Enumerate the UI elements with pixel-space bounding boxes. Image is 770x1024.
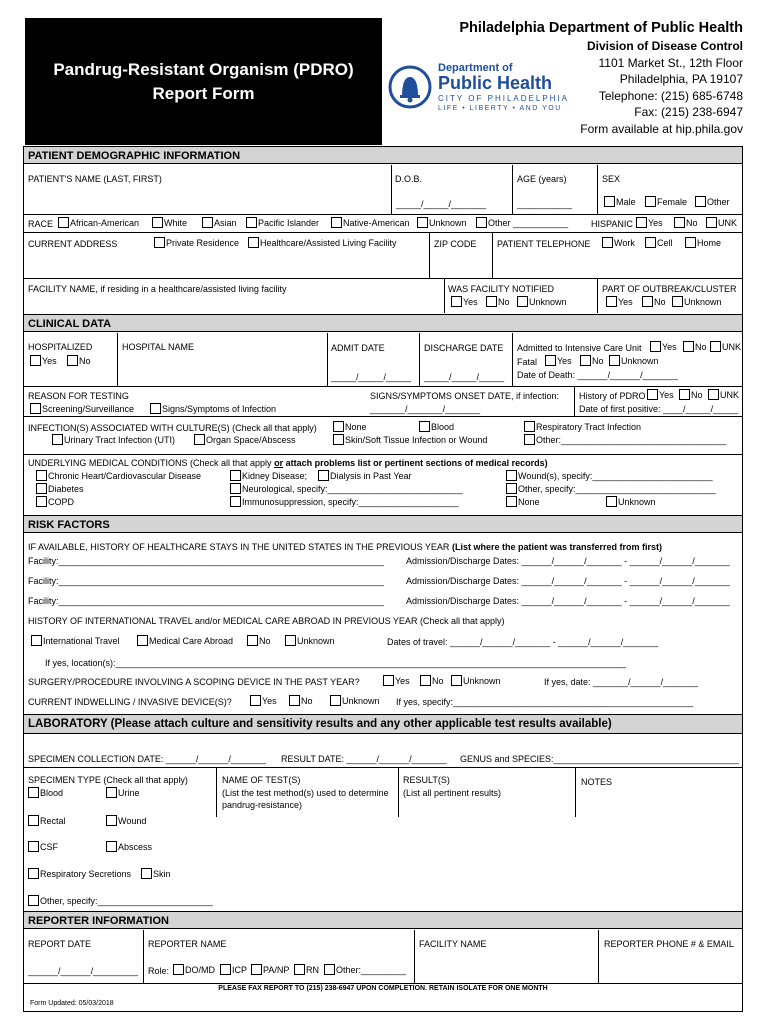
form-title: Pandrug-Resistant Organism (PDRO) [53,60,354,79]
phone-cell-checkbox[interactable] [645,237,656,248]
scope-yes-checkbox[interactable] [383,675,394,686]
facility-field-3[interactable]: Facility:_________________________________________________________________ [28,596,384,606]
pdro-no-label: No [691,390,703,400]
inf-organ-checkbox[interactable] [194,434,205,445]
icu-unk-checkbox[interactable] [710,341,721,352]
hospitalized-no-label: No [79,356,91,366]
facility-name-label: FACILITY NAME, if residing in a healthcare/assisted living facility [28,284,287,294]
specimen-blood-label: Blood [40,788,64,798]
specimen-resp-label: Respiratory Secretions [40,869,132,879]
section-reporter: REPORTER INFORMATION [24,911,742,929]
underlying-or: or [274,458,284,468]
race-asian-checkbox[interactable] [202,217,213,228]
specimen-wound-label: Wound [118,816,147,826]
outbreak-no-checkbox[interactable] [642,296,653,307]
fatal-no-checkbox[interactable] [580,355,591,366]
dates-field-1[interactable]: Admission/Discharge Dates: ______/______/_______ - ______/______/_______ [406,556,730,566]
intl-unknown-checkbox[interactable] [285,635,296,646]
reporter-phone-label: REPORTER PHONE # & EMAIL [604,939,734,949]
address-1: 1101 Market St., 12th Floor [598,55,743,70]
genus-species-field[interactable]: GENUS and SPECIES:_____________________________________ [460,754,739,764]
hispanic-unk-label: UNK [718,218,738,228]
cond-immuno-field[interactable]: Immunosuppression, specify:____________________ [242,497,459,507]
facility-field-2[interactable]: Facility:_________________________________________________________________ [28,576,384,586]
scope-unknown-checkbox[interactable] [451,675,462,686]
cond-other-checkbox[interactable] [506,483,517,494]
infection-label: INFECTION(S) ASSOCIATED WITH CULTURE(S) (Check all that apply) [28,423,317,433]
cond-copd-checkbox[interactable] [36,496,47,507]
report-date-field[interactable]: ______/______/_________ [28,966,139,976]
phone-work-label: Work [614,238,635,248]
specimen-csf-label: CSF [40,842,58,852]
specimen-skin-checkbox[interactable] [141,868,152,879]
section-laboratory: LABORATORY (Please attach culture and sensitivity results and any other applicable test results available) [24,714,742,734]
hispanic-label: HISPANIC [591,219,633,229]
sex-male-label: Male [616,197,636,207]
outbreak-yes-label: Yes [618,297,633,307]
reason-screening-label: Screening/Surveillance [42,404,135,414]
results-hint: (List all pertinent results) [403,788,502,798]
scope-no-label: No [432,676,444,686]
specimen-abscess-label: Abscess [118,842,153,852]
cond-wounds-checkbox[interactable] [506,470,517,481]
specimen-abscess-checkbox[interactable] [106,841,117,852]
cond-diabetes-checkbox[interactable] [36,483,47,494]
reporter-name-label: REPORTER NAME [148,939,227,949]
fatal-yes-checkbox[interactable] [545,355,556,366]
cond-none-label: None [518,497,540,507]
sex-male-checkbox[interactable] [604,196,615,207]
form-updated: Form Updated: 05/03/2018 [30,1000,114,1007]
healthcare-facility-label: Healthcare/Assisted Living Facility [260,238,397,248]
reason-screening-checkbox[interactable] [30,403,41,414]
logo-city: CITY OF PHILADELPHIA [438,94,569,103]
specimen-rectal-checkbox[interactable] [28,815,39,826]
section-risk: RISK FACTORS [24,515,742,533]
inf-blood-checkbox[interactable] [419,421,430,432]
intl-care-checkbox[interactable] [137,635,148,646]
outbreak-unknown-checkbox[interactable] [672,296,683,307]
hispanic-yes-label: Yes [648,218,663,228]
cond-kidney-checkbox[interactable] [230,470,241,481]
cond-none-checkbox[interactable] [506,496,517,507]
cond-other-field[interactable]: Other, specify:____________________________ [518,484,716,494]
cond-chd-label: Chronic Heart/Cardiovascular Disease [48,471,202,481]
underlying-bold: attach problems list or pertinent sections of medical records) [285,458,548,468]
inf-other-checkbox[interactable] [524,434,535,445]
liberty-bell-icon [388,64,432,110]
outbreak-yes-checkbox[interactable] [606,296,617,307]
intl-label: HISTORY OF INTERNATIONAL TRAVEL and/or MEDICAL CARE ABROAD IN PREVIOUS YEAR (Check all that apply) [28,616,505,626]
inf-other-field[interactable]: Other:_________________________________ [536,435,727,445]
section-demographic: PATIENT DEMOGRAPHIC INFORMATION [24,146,742,164]
fax: Fax: (215) 238-6947 [634,105,743,119]
icu-yes-checkbox[interactable] [650,341,661,352]
onset-date-label: SIGNS/SYMPTOMS ONSET DATE, if infection: [370,391,560,401]
reason-signs-checkbox[interactable] [150,403,161,414]
logo-dept: Department of [438,62,513,74]
fatal-unknown-checkbox[interactable] [609,355,620,366]
hospitalized-yes-label: Yes [42,356,57,366]
cond-neuro-checkbox[interactable] [230,483,241,494]
pdro-history-label: History of PDRO [579,391,646,401]
inf-organ-label: Organ Space/Abscess [206,435,296,445]
form-availability: Form available at hip.phila.gov [580,121,743,136]
cond-unknown-label: Unknown [618,497,656,507]
test-hint-2: pandrug-resistance) [222,800,303,810]
intl-no-label: No [259,636,271,646]
cond-kidney-label: Kidney Disease; [242,471,308,481]
report-date-label: REPORT DATE [28,939,92,949]
hispanic-no-label: No [686,218,698,228]
facility-notified-label: WAS FACILITY NOTIFIED [448,284,555,294]
form-subtitle: Report Form [152,84,255,103]
race-aa-label: African-American [70,218,140,228]
scope-no-checkbox[interactable] [420,675,431,686]
phone-cell-label: Cell [657,238,673,248]
notified-no-label: No [498,297,510,307]
age-field[interactable]: ___________ [517,199,573,209]
history-label-text: IF AVAILABLE, HISTORY OF HEALTHCARE STAYS IN THE UNITED STATES IN THE PREVIOUS YEAR [28,542,450,552]
specimen-other-checkbox[interactable] [28,895,39,906]
race-na-label: Native-American [343,218,410,228]
race-na-checkbox[interactable] [331,217,342,228]
icu-no-label: No [695,342,707,352]
age-label: AGE (years) [517,174,567,184]
inf-none-label: None [345,422,367,432]
logo-tagline: LIFE • LIBERTY • AND YOU [438,105,562,112]
inf-uti-checkbox[interactable] [52,434,63,445]
healthcare-facility-checkbox[interactable] [248,237,259,248]
role-other-checkbox[interactable] [324,964,335,975]
dates-field-3[interactable]: Admission/Discharge Dates: ______/______/_______ - ______/______/_______ [406,596,730,606]
specimen-other-field[interactable]: Other, specify:_______________________ [40,896,213,906]
notified-unknown-label: Unknown [529,297,567,307]
race-pi-label: Pacific Islander [258,218,320,228]
cond-unknown-checkbox[interactable] [606,496,617,507]
inf-blood-label: Blood [431,422,455,432]
phone-home-checkbox[interactable] [685,237,696,248]
cond-wounds-field[interactable]: Wound(s), specify:________________________ [518,471,713,481]
role-papn-checkbox[interactable] [251,964,262,975]
hospitalized-yes-checkbox[interactable] [30,355,41,366]
locations-field[interactable]: If yes, location(s):______________________________________________________________________________________________________ [45,658,627,668]
cond-neuro-field[interactable]: Neurological, specify:___________________________ [242,484,463,494]
discharge-date-label: DISCHARGE DATE [424,343,504,353]
result-date-field[interactable]: RESULT DATE: ______/______/_______ [281,754,447,764]
race-asian-label: Asian [214,218,237,228]
section-clinical: CLINICAL DATA [24,314,742,332]
specimen-skin-label: Skin [153,869,171,879]
hispanic-yes-checkbox[interactable] [636,217,647,228]
outbreak-unknown-label: Unknown [684,297,722,307]
address-label: CURRENT ADDRESS [28,239,118,249]
underlying-label [28,458,548,468]
notified-no-checkbox[interactable] [486,296,497,307]
dates-field-2[interactable]: Admission/Discharge Dates: ______/______/_______ - ______/______/_______ [406,576,730,586]
icu-yes-label: Yes [662,342,677,352]
specimen-urine-label: Urine [118,788,140,798]
role-domd-checkbox[interactable] [173,964,184,975]
sex-other-label: Other [707,197,730,207]
race-label: RACE [28,219,54,229]
phone-label: PATIENT TELEPHONE [497,239,591,249]
hispanic-no-checkbox[interactable] [674,217,685,228]
intl-travel-checkbox[interactable] [31,635,42,646]
inf-resp-checkbox[interactable] [524,421,535,432]
admit-date-label: ADMIT DATE [331,343,385,353]
sex-female-checkbox[interactable] [645,196,656,207]
intl-care-label: Medical Care Abroad [149,636,234,646]
specimen-resp-checkbox[interactable] [28,868,39,879]
race-unknown-checkbox[interactable] [417,217,428,228]
outbreak-label: PART OF OUTBREAK/CLUSTER [602,284,737,294]
hospital-name-label: HOSPITAL NAME [122,342,195,352]
cond-diabetes-label: Diabetes [48,484,84,494]
inf-skin-checkbox[interactable] [333,434,344,445]
discharge-date-field[interactable]: _____/_____/_____ [424,372,505,382]
role-rn-label: RN [306,965,319,975]
telephone: Telephone: (215) 685-6748 [598,88,743,103]
role-rn-checkbox[interactable] [294,964,305,975]
notes-label: NOTES [581,777,613,787]
private-residence-checkbox[interactable] [154,237,165,248]
role-label: Role: [148,966,170,976]
race-other-checkbox[interactable] [476,217,487,228]
role-other-field[interactable]: Other:_________ [336,965,407,975]
hospitalized-no-checkbox[interactable] [67,355,78,366]
history-label [28,542,662,552]
specimen-csf-checkbox[interactable] [28,841,39,852]
role-papn-label: PA/NP [263,965,290,975]
race-pi-checkbox[interactable] [246,217,257,228]
travel-dates-field[interactable]: Dates of travel: ______/______/_______ - ______/______/_______ [387,637,659,647]
sex-label: SEX [602,174,621,184]
cond-chd-checkbox[interactable] [36,470,47,481]
race-aa-checkbox[interactable] [58,217,69,228]
device-yes-label: Yes [262,696,277,706]
device-no-label: No [301,696,313,706]
race-other-label: Other ___________ [488,218,569,228]
specimen-type-label: SPECIMEN TYPE (Check all that apply) [28,775,188,785]
onset-date-field[interactable]: _______/_______/_______ [370,404,481,414]
scope-date-field[interactable]: If yes, date: _______/______/_______ [544,677,699,687]
icu-unk-label: UNK [722,342,742,352]
patient-name-label: PATIENT'S NAME (LAST, FIRST) [28,174,162,184]
race-white-label: White [164,218,188,228]
title-block [25,18,382,145]
pdro-unk-checkbox[interactable] [708,389,719,400]
zip-label: ZIP CODE [434,239,477,249]
intl-unknown-label: Unknown [297,636,335,646]
cond-immuno-checkbox[interactable] [230,496,241,507]
org-name: Philadelphia Department of Public Health [459,20,743,36]
results-label: RESULT(S) [403,775,450,785]
phone-home-label: Home [697,238,722,248]
date-of-death-field[interactable]: Date of Death: ______/______/_______ [517,370,678,380]
device-unknown-label: Unknown [342,696,380,706]
reporter-facility-label: FACILITY NAME [419,939,487,949]
inf-resp-label: Respiratory Tract Infection [536,422,642,432]
test-hint-1: (List the test method(s) used to determine [222,788,389,798]
device-no-checkbox[interactable] [289,695,300,706]
private-residence-label: Private Residence [166,238,240,248]
specimen-wound-checkbox[interactable] [106,815,117,826]
hospitalized-label: HOSPITALIZED [28,342,93,352]
notified-yes-label: Yes [463,297,478,307]
intl-no-checkbox[interactable] [247,635,258,646]
dob-label: D.O.B. [395,174,423,184]
reason-signs-label: Signs/Symptoms of Infection [162,404,277,414]
facility-field-1[interactable]: Facility:_________________________________________________________________ [28,556,384,566]
reason-label: REASON FOR TESTING [28,391,129,401]
intl-travel-label: International Travel [43,636,120,646]
org-block [459,18,743,137]
icu-no-checkbox[interactable] [683,341,694,352]
history-label-bold: (List where the patient was transferred from first) [451,542,662,552]
cond-dialysis-label: Dialysis in Past Year [330,471,412,481]
role-icp-checkbox[interactable] [220,964,231,975]
first-positive-field[interactable]: Date of first positive: ____/_____/_____ [579,404,739,414]
notified-yes-checkbox[interactable] [451,296,462,307]
pdro-unk-label: UNK [720,390,740,400]
device-specify-field[interactable]: If yes, specify:________________________________________________ [396,697,694,707]
address-2: Philadelphia, PA 19107 [619,72,743,86]
scope-unknown-label: Unknown [463,676,501,686]
role-domd-label: DO/MD [185,965,215,975]
fatal-unknown-label: Unknown [621,356,659,366]
underlying-label-text: UNDERLYING MEDICAL CONDITIONS (Check all that apply [28,458,272,468]
logo-ph: Public Health [438,73,553,93]
sex-other-checkbox[interactable] [695,196,706,207]
cond-copd-label: COPD [48,497,75,507]
collection-date-field[interactable]: SPECIMEN COLLECTION DATE: ______/______/_______ [28,754,266,764]
device-label: CURRENT INDWELLING / INVASIVE DEVICE(S)? [28,697,232,707]
race-unknown-label: Unknown [429,218,467,228]
pdro-yes-checkbox[interactable] [647,389,658,400]
inf-skin-label: Skin/Soft Tissue Infection or Wound [345,435,488,445]
division: Division of Disease Control [586,39,743,53]
pdro-yes-label: Yes [659,390,674,400]
fatal-yes-label: Yes [557,356,572,366]
inf-uti-label: Urinary Tract Infection (UTI) [64,435,176,445]
race-white-checkbox[interactable] [152,217,163,228]
hispanic-unk-checkbox[interactable] [706,217,717,228]
scope-yes-label: Yes [395,676,410,686]
admit-date-field[interactable]: _____/_____/_____ [331,372,412,382]
scope-label: SURGERY/PROCEDURE INVOLVING A SCOPING DEVICE IN THE PAST YEAR? [28,677,360,687]
icu-label: Admitted to Intensive Care Unit [517,343,642,353]
specimen-urine-checkbox[interactable] [106,787,117,798]
phone-work-checkbox[interactable] [602,237,613,248]
dob-field[interactable]: _____/_____/_______ [396,199,487,209]
role-icp-label: ICP [232,965,248,975]
test-name-label: NAME OF TEST(S) [222,775,301,785]
fax-instruction: PLEASE FAX REPORT TO (215) 238-6947 UPON COMPLETION. RETAIN ISOLATE FOR ONE MONTH [218,985,548,992]
specimen-blood-checkbox[interactable] [28,787,39,798]
device-yes-checkbox[interactable] [250,695,261,706]
sex-female-label: Female [657,197,688,207]
pdro-no-checkbox[interactable] [679,389,690,400]
fatal-no-label: No [592,356,604,366]
notified-unknown-checkbox[interactable] [517,296,528,307]
device-unknown-checkbox[interactable] [330,695,341,706]
fatal-label: Fatal [517,357,538,367]
outbreak-no-label: No [654,297,666,307]
specimen-rectal-label: Rectal [40,816,66,826]
cond-dialysis-checkbox[interactable] [318,470,329,481]
inf-none-checkbox[interactable] [333,421,344,432]
